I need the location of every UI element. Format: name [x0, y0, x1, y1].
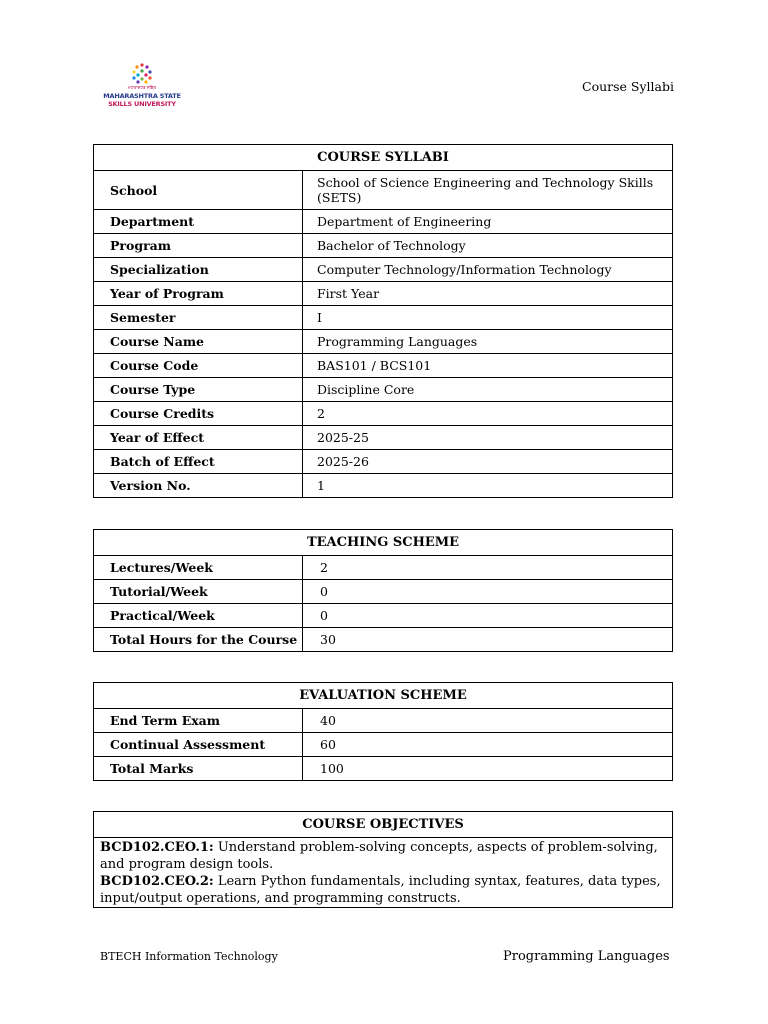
- objective-code: BCD102.CEO.2:: [100, 874, 214, 889]
- row-key: Tutorial/Week: [94, 580, 303, 604]
- row-key: Batch of Effect: [94, 450, 303, 474]
- row-key: Year of Program: [94, 282, 303, 306]
- table-row: [94, 354, 673, 378]
- table-row: [94, 171, 673, 210]
- row-key: Department: [94, 210, 303, 234]
- row-key: Semester: [94, 306, 303, 330]
- row-value: 30: [303, 628, 673, 652]
- footer-right: Programming Languages: [503, 949, 670, 964]
- footer-left: BTECH Information Technology: [100, 950, 278, 963]
- row-key: Year of Effect: [94, 426, 303, 450]
- row-value: 1: [303, 474, 673, 498]
- row-value: 2025-25: [303, 426, 673, 450]
- table-row: [94, 757, 673, 781]
- logo-line-2: SKILLS UNIVERSITY: [108, 100, 176, 108]
- table-row: [94, 628, 673, 652]
- row-value: First Year: [303, 282, 673, 306]
- table-title: TEACHING SCHEME: [94, 530, 673, 556]
- table-row: [94, 258, 673, 282]
- objective-text: Understand problem-solving concepts, aspects of problem-solving, and program design tools.: [100, 840, 658, 872]
- row-key: Lectures/Week: [94, 556, 303, 580]
- row-value: 0: [303, 604, 673, 628]
- table-title: COURSE OBJECTIVES: [94, 812, 673, 838]
- table-row: [94, 733, 673, 757]
- row-value: Programming Languages: [303, 330, 673, 354]
- teaching-scheme-table: [93, 529, 673, 652]
- logo-emblem-icon: [128, 62, 156, 86]
- row-key: Course Code: [94, 354, 303, 378]
- table-row: [94, 402, 673, 426]
- logo-tagline: ਮਹਾਰਾਸ਼ਟਰ ਸਕਿੱਲ: [127, 85, 157, 90]
- row-value: 40: [303, 709, 673, 733]
- table-row: [94, 580, 673, 604]
- row-value: 2025-26: [303, 450, 673, 474]
- objectives-cell: [94, 838, 673, 908]
- row-value: 100: [303, 757, 673, 781]
- row-key: End Term Exam: [94, 709, 303, 733]
- row-key: Practical/Week: [94, 604, 303, 628]
- table-row: [94, 306, 673, 330]
- table-row: [94, 378, 673, 402]
- row-value: 0: [303, 580, 673, 604]
- header-title: Course Syllabi: [582, 79, 674, 94]
- row-key: Version No.: [94, 474, 303, 498]
- row-value: Bachelor of Technology: [303, 234, 673, 258]
- table-title: COURSE SYLLABI: [94, 145, 673, 171]
- row-value: 2: [303, 402, 673, 426]
- row-key: Course Name: [94, 330, 303, 354]
- objective-text: Learn Python fundamentals, including syntax, features, data types, input/output operations, and programming constructs.: [100, 874, 661, 906]
- table-row: [94, 556, 673, 580]
- table-row: [94, 282, 673, 306]
- objective-item: [100, 839, 666, 873]
- row-key: Course Credits: [94, 402, 303, 426]
- table-row: [94, 474, 673, 498]
- row-value: School of Science Engineering and Technology Skills (SETS): [303, 171, 673, 210]
- objective-item: [100, 873, 666, 907]
- table-row: [94, 709, 673, 733]
- row-value: Department of Engineering: [303, 210, 673, 234]
- table-title: EVALUATION SCHEME: [94, 683, 673, 709]
- row-value: 60: [303, 733, 673, 757]
- row-key: Program: [94, 234, 303, 258]
- table-row: [94, 426, 673, 450]
- course-syllabi-table: [93, 144, 673, 498]
- row-key: Total Marks: [94, 757, 303, 781]
- row-key: Total Hours for the Course: [94, 628, 303, 652]
- table-row: [94, 330, 673, 354]
- row-key: Course Type: [94, 378, 303, 402]
- table-row: [94, 450, 673, 474]
- row-key: School: [94, 171, 303, 210]
- row-key: Specialization: [94, 258, 303, 282]
- row-value: BAS101 / BCS101: [303, 354, 673, 378]
- objective-code: BCD102.CEO.1:: [100, 840, 214, 855]
- row-value: I: [303, 306, 673, 330]
- course-objectives-table: [93, 811, 673, 908]
- evaluation-scheme-table: [93, 682, 673, 781]
- row-value: 2: [303, 556, 673, 580]
- row-key: Continual Assessment: [94, 733, 303, 757]
- university-logo: [100, 62, 184, 112]
- row-value: Computer Technology/Information Technology: [303, 258, 673, 282]
- table-row: [94, 210, 673, 234]
- table-row: [94, 234, 673, 258]
- row-value: Discipline Core: [303, 378, 673, 402]
- logo-line-1: MAHARASHTRA STATE: [103, 92, 181, 100]
- table-row: [94, 604, 673, 628]
